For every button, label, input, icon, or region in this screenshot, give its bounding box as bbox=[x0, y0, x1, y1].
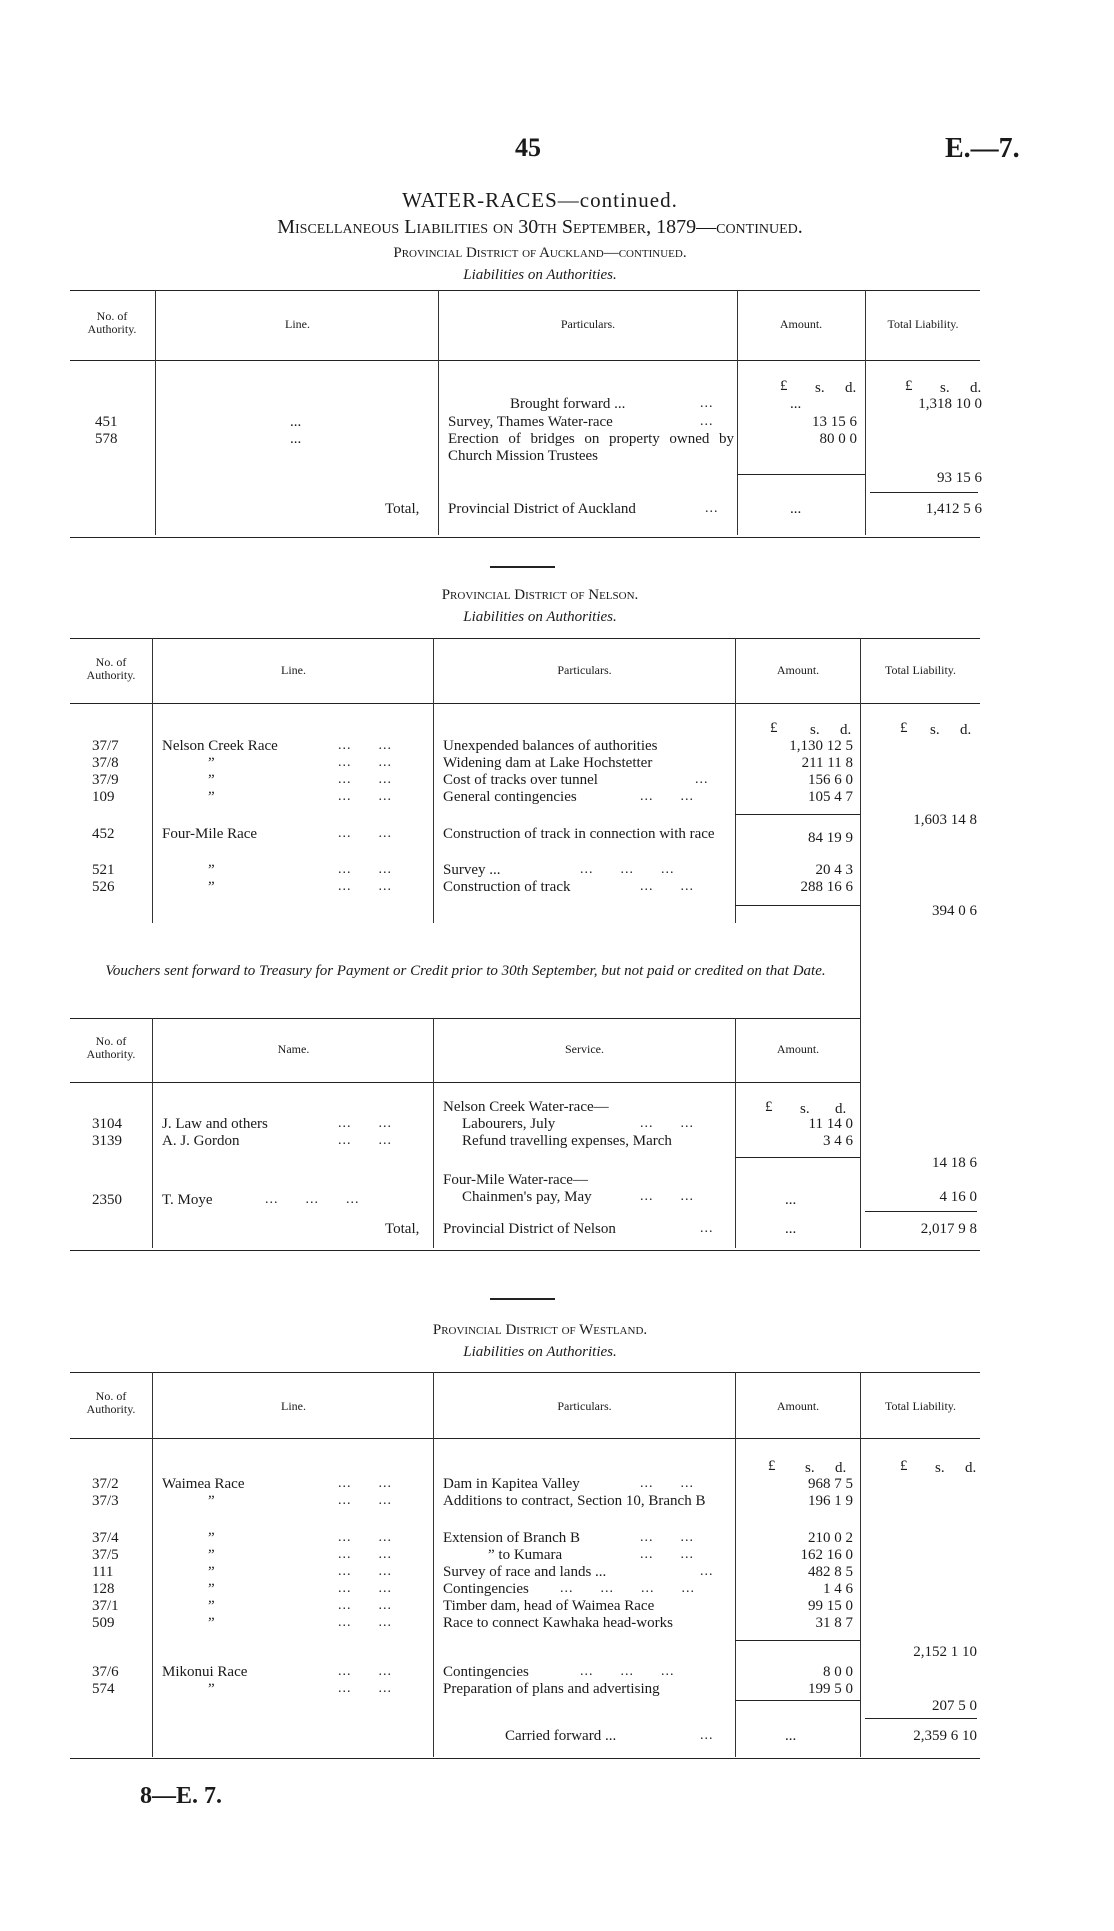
total-amount: ... bbox=[785, 1221, 797, 1237]
auckland-liabilities-heading: Liabilities on Authorities. bbox=[463, 267, 617, 283]
particulars-cell: Survey, Thames Water-race bbox=[448, 414, 613, 430]
brought-forward-amount: ... bbox=[790, 396, 802, 412]
amount-cell: 288 16 6 bbox=[800, 879, 853, 895]
unit-shillings-total: s. bbox=[940, 380, 950, 396]
header-amount: Amount. bbox=[776, 1399, 820, 1413]
footer-page-code: 8—E. 7. bbox=[140, 1783, 223, 1809]
header-no-authority: No. of Authority. bbox=[86, 1389, 136, 1416]
line-cell: ... bbox=[290, 431, 302, 447]
particulars-cell: Survey of race and lands ... bbox=[443, 1564, 607, 1580]
voucher-group-nelson-creek: Nelson Creek Water-race— bbox=[443, 1099, 609, 1115]
particulars-cell: Construction of track bbox=[443, 879, 571, 895]
authority-number: 3139 bbox=[92, 1133, 122, 1149]
particulars-cell: General contingencies bbox=[443, 789, 577, 805]
particulars-cell: Preparation of plans and advertising bbox=[443, 1681, 660, 1697]
authority-number: 578 bbox=[95, 431, 118, 447]
authority-number: 574 bbox=[92, 1681, 115, 1697]
voucher-subtotal-1: 14 18 6 bbox=[932, 1155, 977, 1171]
particulars-cell: Race to connect Kawhaka head-works bbox=[443, 1615, 673, 1631]
total-label: Total, bbox=[385, 1221, 420, 1237]
authority-number: 37/6 bbox=[92, 1664, 119, 1680]
header-line: Line. bbox=[281, 663, 306, 677]
authority-number: 3104 bbox=[92, 1116, 122, 1132]
amount-cell: 105 4 7 bbox=[808, 789, 853, 805]
header-name: Name. bbox=[277, 1042, 310, 1056]
unit-pence: d. bbox=[840, 722, 852, 738]
amount-cell: 13 15 6 bbox=[812, 414, 857, 430]
brought-forward-label: Brought forward ... bbox=[510, 396, 626, 412]
auckland-subtotal: 93 15 6 bbox=[937, 470, 982, 486]
authority-number: 37/8 bbox=[92, 755, 119, 771]
particulars-cell: Extension of Branch B bbox=[443, 1530, 581, 1546]
authority-number: 509 bbox=[92, 1615, 115, 1631]
name-cell: T. Moye bbox=[162, 1192, 213, 1208]
unit-pence: d. bbox=[835, 1460, 847, 1476]
particulars-cell: Timber dam, head of Waimea Race bbox=[443, 1598, 655, 1614]
westland-district-heading: Provincial District of Westland. bbox=[432, 1322, 648, 1338]
line-cell: Nelson Creek Race bbox=[162, 738, 278, 754]
line-cell: Mikonui Race bbox=[162, 1664, 248, 1680]
amount-cell: 211 11 8 bbox=[801, 755, 853, 771]
page-subtitle: Miscellaneous Liabilities on 30th September, 1879—continued. bbox=[277, 216, 803, 238]
header-amount: Amount. bbox=[776, 663, 820, 677]
header-no-authority: No. of Authority. bbox=[86, 655, 136, 682]
particulars-cell: Dam in Kapitea Valley bbox=[443, 1476, 580, 1492]
line-cell: ” bbox=[208, 1581, 215, 1597]
amount-cell: 3 4 6 bbox=[823, 1133, 853, 1149]
total-value: 2,017 9 8 bbox=[920, 1221, 977, 1237]
amount-cell: 31 8 7 bbox=[815, 1615, 853, 1631]
total-particulars: Provincial District of Auckland bbox=[448, 501, 636, 517]
voucher-subtotal-2: 4 16 0 bbox=[939, 1189, 977, 1205]
nelson-liabilities-heading: Liabilities on Authorities. bbox=[463, 609, 617, 625]
line-cell: ” bbox=[208, 1681, 215, 1697]
amount-cell: 196 1 9 bbox=[808, 1493, 853, 1509]
carried-forward-label: Carried forward ... bbox=[505, 1728, 617, 1744]
service-cell: Labourers, July bbox=[462, 1116, 556, 1132]
header-total-liability: Total Liability. bbox=[884, 1399, 957, 1413]
authority-number: 451 bbox=[95, 414, 118, 430]
authority-number: 37/9 bbox=[92, 772, 119, 788]
line-cell: ” bbox=[208, 1530, 215, 1546]
line-cell: ” bbox=[208, 1493, 215, 1509]
amount-cell: ... bbox=[785, 1192, 797, 1208]
authority-number: 526 bbox=[92, 879, 115, 895]
unit-pounds: £ bbox=[780, 378, 788, 394]
nelson-subtotal-2: 394 0 6 bbox=[932, 903, 977, 919]
authority-number: 37/5 bbox=[92, 1547, 119, 1563]
authority-number: 37/1 bbox=[92, 1598, 119, 1614]
line-cell: ” bbox=[208, 1598, 215, 1614]
westland-liabilities-heading: Liabilities on Authorities. bbox=[463, 1344, 617, 1360]
unit-shillings-total: s. bbox=[935, 1460, 945, 1476]
amount-cell: 84 19 9 bbox=[808, 830, 853, 846]
total-amount: ... bbox=[790, 501, 802, 517]
nelson-district-heading: Provincial District of Nelson. bbox=[441, 587, 639, 603]
name-cell: A. J. Gordon bbox=[162, 1133, 240, 1149]
line-cell: ” bbox=[208, 755, 215, 771]
particulars-cell: Erection of bridges on property owned by Church Mission Trustees bbox=[448, 431, 734, 464]
authority-number: 37/3 bbox=[92, 1493, 119, 1509]
service-cell: Refund travelling expenses, March bbox=[462, 1133, 672, 1149]
particulars-cell: Survey ... bbox=[443, 862, 501, 878]
authority-number: 128 bbox=[92, 1581, 115, 1597]
unit-pence: d. bbox=[845, 380, 857, 396]
brought-forward-total: 1,318 10 0 bbox=[918, 396, 982, 412]
header-particulars: Particulars. bbox=[557, 663, 612, 677]
unit-shillings: s. bbox=[805, 1460, 815, 1476]
header-line: Line. bbox=[285, 317, 310, 331]
particulars-cell: Widening dam at Lake Hochstetter bbox=[443, 755, 653, 771]
header-particulars: Particulars. bbox=[560, 317, 616, 331]
voucher-group-four-mile: Four-Mile Water-race— bbox=[443, 1172, 588, 1188]
amount-cell: 8 0 0 bbox=[823, 1664, 853, 1680]
amount-cell: 20 4 3 bbox=[815, 862, 853, 878]
amount-cell: 482 8 5 bbox=[808, 1564, 853, 1580]
line-cell: Waimea Race bbox=[162, 1476, 245, 1492]
unit-pence-total: d. bbox=[960, 722, 972, 738]
particulars-cell: Additions to contract, Section 10, Branch B bbox=[443, 1493, 706, 1509]
unit-shillings-total: s. bbox=[930, 722, 940, 738]
amount-cell: 210 0 2 bbox=[808, 1530, 853, 1546]
unit-shillings: s. bbox=[810, 722, 820, 738]
amount-cell: 968 7 5 bbox=[808, 1476, 853, 1492]
amount-cell: 11 14 0 bbox=[808, 1116, 853, 1132]
unit-pence-total: d. bbox=[970, 380, 982, 396]
westland-subtotal-2: 207 5 0 bbox=[932, 1698, 977, 1714]
auckland-district-heading: Provincial District of Auckland—continued. bbox=[393, 245, 687, 261]
header-total-liability: Total Liability. bbox=[887, 317, 959, 331]
line-cell: ” bbox=[208, 1615, 215, 1631]
line-cell: ” bbox=[208, 1547, 215, 1563]
page-number: 45 bbox=[515, 133, 541, 162]
vouchers-note: Vouchers sent forward to Treasury for Payment or Credit prior to 30th September, but not paid or credited on that Date. bbox=[105, 963, 826, 979]
particulars-cell: Cost of tracks over tunnel bbox=[443, 772, 598, 788]
unit-shillings: s. bbox=[800, 1101, 810, 1117]
header-service: Service. bbox=[565, 1042, 604, 1056]
service-cell: Chainmen's pay, May bbox=[462, 1189, 592, 1205]
amount-cell: 1,130 12 5 bbox=[789, 738, 853, 754]
particulars-cell: Contingencies bbox=[443, 1581, 529, 1597]
authority-number: 37/2 bbox=[92, 1476, 119, 1492]
particulars-cell: Construction of track in connection with race bbox=[443, 826, 715, 842]
carried-forward-value: 2,359 6 10 bbox=[913, 1728, 977, 1744]
header-amount: Amount. bbox=[776, 1042, 820, 1056]
westland-subtotal-1: 2,152 1 10 bbox=[913, 1644, 977, 1660]
authority-number: 2350 bbox=[92, 1192, 122, 1208]
particulars-cell: Contingencies bbox=[443, 1664, 529, 1680]
header-no-authority: No. of Authority. bbox=[87, 309, 137, 336]
header-line: Line. bbox=[281, 1399, 306, 1413]
unit-shillings: s. bbox=[815, 380, 825, 396]
particulars-cell: Unexpended balances of authorities bbox=[443, 738, 658, 754]
total-particulars: Provincial District of Nelson bbox=[443, 1221, 616, 1237]
total-label: Total, bbox=[385, 501, 420, 517]
unit-pounds: £ bbox=[770, 720, 778, 736]
header-total-liability: Total Liability. bbox=[884, 663, 957, 677]
unit-pounds-total: £ bbox=[905, 378, 913, 394]
line-cell: ” bbox=[208, 789, 215, 805]
line-cell: ” bbox=[208, 862, 215, 878]
authority-number: 37/7 bbox=[92, 738, 119, 754]
page-title: WATER-RACES—continued. bbox=[402, 188, 678, 212]
name-cell: J. Law and others bbox=[162, 1116, 268, 1132]
line-cell: ... bbox=[290, 414, 302, 430]
line-cell: Four-Mile Race bbox=[162, 826, 258, 842]
carried-forward-amount: ... bbox=[785, 1728, 797, 1744]
particulars-cell: ” to Kumara bbox=[488, 1547, 563, 1563]
line-cell: ” bbox=[208, 772, 215, 788]
amount-cell: 156 6 0 bbox=[808, 772, 853, 788]
header-no-authority: No. of Authority. bbox=[86, 1034, 136, 1061]
amount-cell: 80 0 0 bbox=[819, 431, 857, 447]
amount-cell: 1 4 6 bbox=[823, 1581, 853, 1597]
authority-number: 452 bbox=[92, 826, 115, 842]
line-cell: ” bbox=[208, 879, 215, 895]
authority-number: 37/4 bbox=[92, 1530, 119, 1546]
amount-cell: 199 5 0 bbox=[808, 1681, 853, 1697]
total-value: 1,412 5 6 bbox=[925, 501, 982, 517]
amount-cell: 162 16 0 bbox=[800, 1547, 853, 1563]
header-amount: Amount. bbox=[779, 317, 823, 331]
authority-number: 109 bbox=[92, 789, 115, 805]
unit-pence: d. bbox=[835, 1101, 847, 1117]
authority-number: 111 bbox=[92, 1564, 114, 1580]
authority-number: 521 bbox=[92, 862, 115, 878]
amount-cell: 99 15 0 bbox=[808, 1598, 853, 1614]
unit-pounds: £ bbox=[768, 1458, 776, 1474]
header-particulars: Particulars. bbox=[557, 1399, 612, 1413]
unit-pounds-total: £ bbox=[900, 1458, 908, 1474]
nelson-subtotal-1: 1,603 14 8 bbox=[913, 812, 977, 828]
unit-pence-total: d. bbox=[965, 1460, 977, 1476]
unit-pounds-total: £ bbox=[900, 720, 908, 736]
page-code: E.—7. bbox=[945, 133, 1020, 164]
line-cell: ” bbox=[208, 1564, 215, 1580]
unit-pounds: £ bbox=[765, 1099, 773, 1115]
